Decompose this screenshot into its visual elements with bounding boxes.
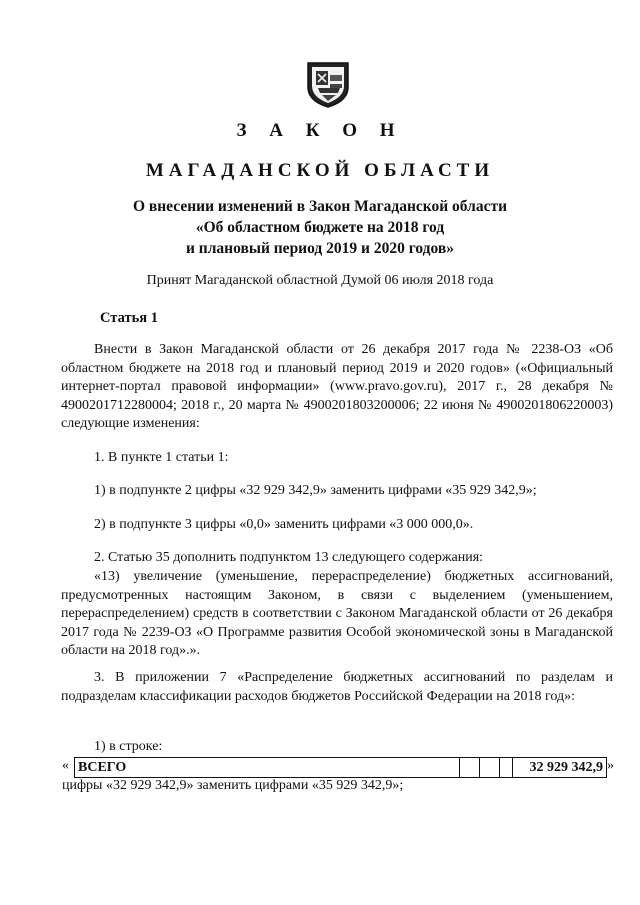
item-3-after-text: цифры «32 929 342,9» заменить цифрами «35 929 342,9»; bbox=[62, 778, 404, 793]
item-1-subitem-2: 2) в подпункте 3 цифры «0,0» заменить цифрами «3 000 000,0». bbox=[94, 517, 474, 532]
article-heading: Статья 1 bbox=[100, 310, 158, 326]
row-value-cell: 32 929 342,9 bbox=[512, 758, 606, 777]
item-2-paragraph: 2. Статью 35 дополнить подпунктом 13 следующего содержания: bbox=[94, 550, 484, 565]
item-3-subitem-1: 1) в строке: bbox=[94, 739, 163, 754]
adoption-note: Принят Магаданской областной Думой 06 июля 2018 года bbox=[146, 273, 494, 288]
law-title-line: «Об областном бюджете на 2018 год bbox=[195, 219, 445, 236]
coat-of-arms-emblem bbox=[302, 57, 354, 109]
law-title-line: О внесении изменений в Закон Магаданской области bbox=[132, 198, 508, 215]
item-1-subitem-1: 1) в подпункте 2 цифры «32 929 342,9» заменить цифрами «35 929 342,9»; bbox=[94, 483, 537, 498]
quote-open: « bbox=[62, 758, 69, 773]
empty-cell bbox=[459, 758, 479, 777]
row-label-cell: ВСЕГО bbox=[78, 760, 127, 775]
law-title-line: и плановый период 2019 и 2020 годов» bbox=[186, 240, 454, 257]
budget-row-table bbox=[74, 757, 607, 778]
article-intro-paragraph: Внести в Закон Магаданской области от 26 декабря 2017 года № 2238-ОЗ «Об областном бюджете на 2018 год и плановый период 2019 и 2020 годов» («Официальный интернет-портал правовой информации» (www.pravo.gov.ru), 2017 г., 28 декабря № 4900201712280004; 2018 г., 20 марта № 4900201803200006; 22 июня № 4900201806220003) следующие изменения: bbox=[61, 342, 613, 431]
item-3-paragraph: 3. В приложении 7 «Распределение бюджетных ассигнований по разделам и подразделам классификации расходов бюджетов Российской Федерации на 2018 год»: bbox=[61, 670, 613, 704]
item-2-text: «13) увеличение (уменьшение, перераспределение) бюджетных ассигнований, предусмотренных настоящим Законом, в связи с выделением (уменьшением, перераспределением) средств в соответствии с Законом Магаданской области от 26 декабря 2017 года № 2239-ОЗ «О Программе развития Особой экономической зоны в Магаданской области на 2018 год».». bbox=[61, 569, 613, 658]
budget-total-row bbox=[62, 757, 622, 778]
item-1-paragraph: 1. В пункте 1 статьи 1: bbox=[94, 450, 229, 465]
quote-close: » bbox=[607, 758, 614, 773]
law-heading: З А К О Н bbox=[236, 120, 404, 141]
empty-cell bbox=[479, 758, 499, 777]
region-heading: МАГАДАНСКОЙ ОБЛАСТИ bbox=[145, 160, 495, 181]
law-title bbox=[0, 196, 640, 259]
empty-cell bbox=[499, 758, 512, 777]
